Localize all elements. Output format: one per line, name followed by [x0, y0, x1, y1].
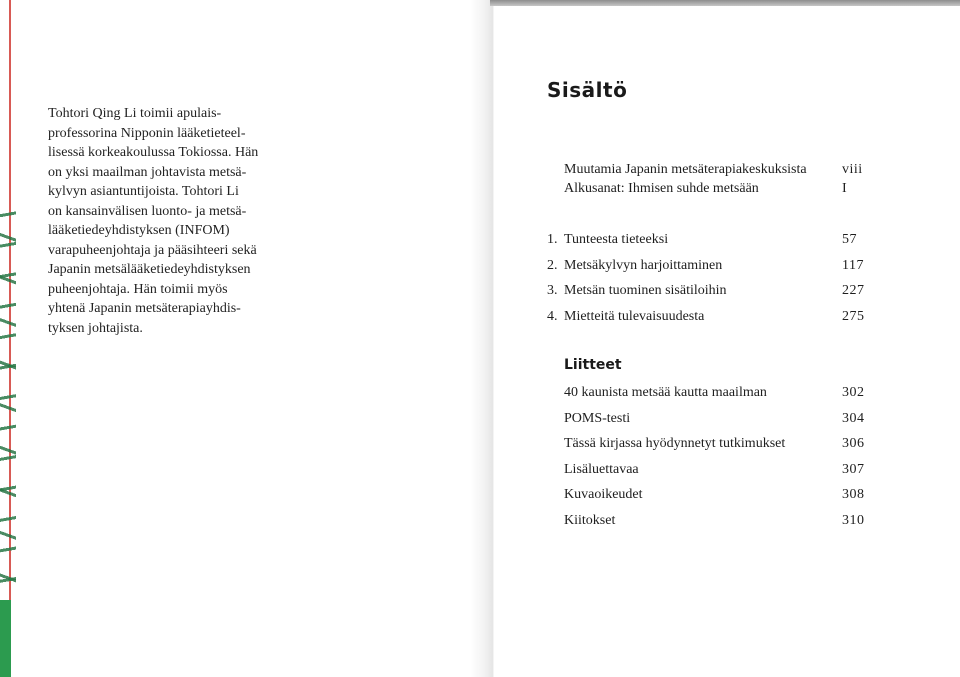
toc-entry-chapter: [547, 307, 867, 327]
bio-line: professorina Nipponin lääketieteel-: [48, 125, 246, 141]
toc-entry-text: Muutamia Japanin metsäterapiakeskuksista: [564, 162, 807, 177]
toc-entry-page: 306: [842, 436, 865, 451]
toc-entry-front-matter: [547, 160, 867, 180]
toc-entry-page: I: [842, 181, 848, 196]
toc-entry-text: Kiitokset: [564, 513, 616, 528]
toc-entry-front-matter: [547, 179, 867, 199]
author-bio: [48, 104, 288, 338]
toc-entry-appendix: [547, 511, 867, 531]
toc-entry-text: Tunteesta tieteeksi: [564, 232, 669, 247]
toc-entry-page: 307: [842, 462, 865, 477]
toc-entry-appendix: [547, 460, 867, 480]
toc-entry-text: 40 kaunista metsää kautta maailman: [564, 385, 767, 400]
toc-entry-number: 2.: [547, 258, 558, 273]
toc-entry-text: Mietteitä tulevaisuudesta: [564, 309, 705, 324]
bio-line: puheenjohtaja. Hän toimii myös: [48, 281, 228, 297]
bio-line: lääketiedeyhdistyksen (INFOM): [48, 223, 230, 238]
toc-entry-text: Tässä kirjassa hyödynnetyt tutkimukset: [564, 436, 786, 451]
toc-entry-appendix: [547, 409, 867, 429]
cover-edge-green: [0, 600, 11, 677]
toc-entry-page: 117: [842, 258, 864, 273]
toc-entry-page: 275: [842, 309, 865, 324]
toc-entry-page: 308: [842, 487, 865, 502]
toc-entry-text: Metsän tuominen sisätiloihin: [564, 283, 727, 298]
toc-entry-chapter: [547, 230, 867, 250]
bio-line: yhtenä Japanin metsäterapiayhdis-: [48, 301, 241, 316]
toc-entry-text: Alkusanat: Ihmisen suhde metsään: [564, 181, 759, 196]
toc-entry-text: Kuvaoikeudet: [564, 487, 643, 502]
toc-entry-text: POMS-testi: [564, 411, 631, 426]
toc-entry-appendix: [547, 485, 867, 505]
toc-entry-page: 57: [842, 232, 857, 247]
bio-line: tyksen johtajista.: [48, 320, 143, 336]
toc-entry-page: viii: [842, 162, 863, 177]
toc-entry-number: 4.: [547, 309, 558, 324]
appendix-section-title: Liitteet: [564, 357, 622, 373]
toc-entry-number: 1.: [547, 232, 558, 247]
page-top-edge: [490, 0, 960, 6]
toc-entry-page: 310: [842, 513, 865, 528]
bio-line: lisessä korkeakoulussa Tokiossa. Hän: [48, 145, 259, 160]
toc-entry-page: 227: [842, 283, 865, 298]
toc-entry-chapter: [547, 256, 867, 276]
toc-entry-page: 304: [842, 411, 865, 426]
bio-line: Japanin metsälääketiedeyhdistyksen: [48, 262, 251, 277]
bio-line: varapuheenjohtaja ja pääsihteeri sekä: [48, 242, 257, 258]
toc-entry-appendix: [547, 434, 867, 454]
bio-line: on kansainvälisen luonto- ja metsä-: [48, 203, 247, 219]
bio-line: Tohtori Qing Li toimii apulais-: [48, 106, 222, 121]
cover-edge-foliage: [0, 200, 16, 600]
toc-entry-page: 302: [842, 385, 865, 400]
toc-entry-text: Metsäkylvyn harjoittaminen: [564, 258, 723, 273]
bio-line: kylvyn asiantuntijoista. Tohtori Li: [48, 184, 239, 199]
bio-line: on yksi maailman johtavista metsä-: [48, 164, 247, 180]
toc-title: Sisältö: [547, 78, 628, 102]
toc-entry-text: Lisäluettavaa: [564, 462, 639, 477]
toc-entry-appendix: [547, 383, 867, 403]
toc-entry-chapter: [547, 281, 867, 301]
book-spine: [470, 0, 494, 677]
toc-entry-number: 3.: [547, 283, 558, 298]
